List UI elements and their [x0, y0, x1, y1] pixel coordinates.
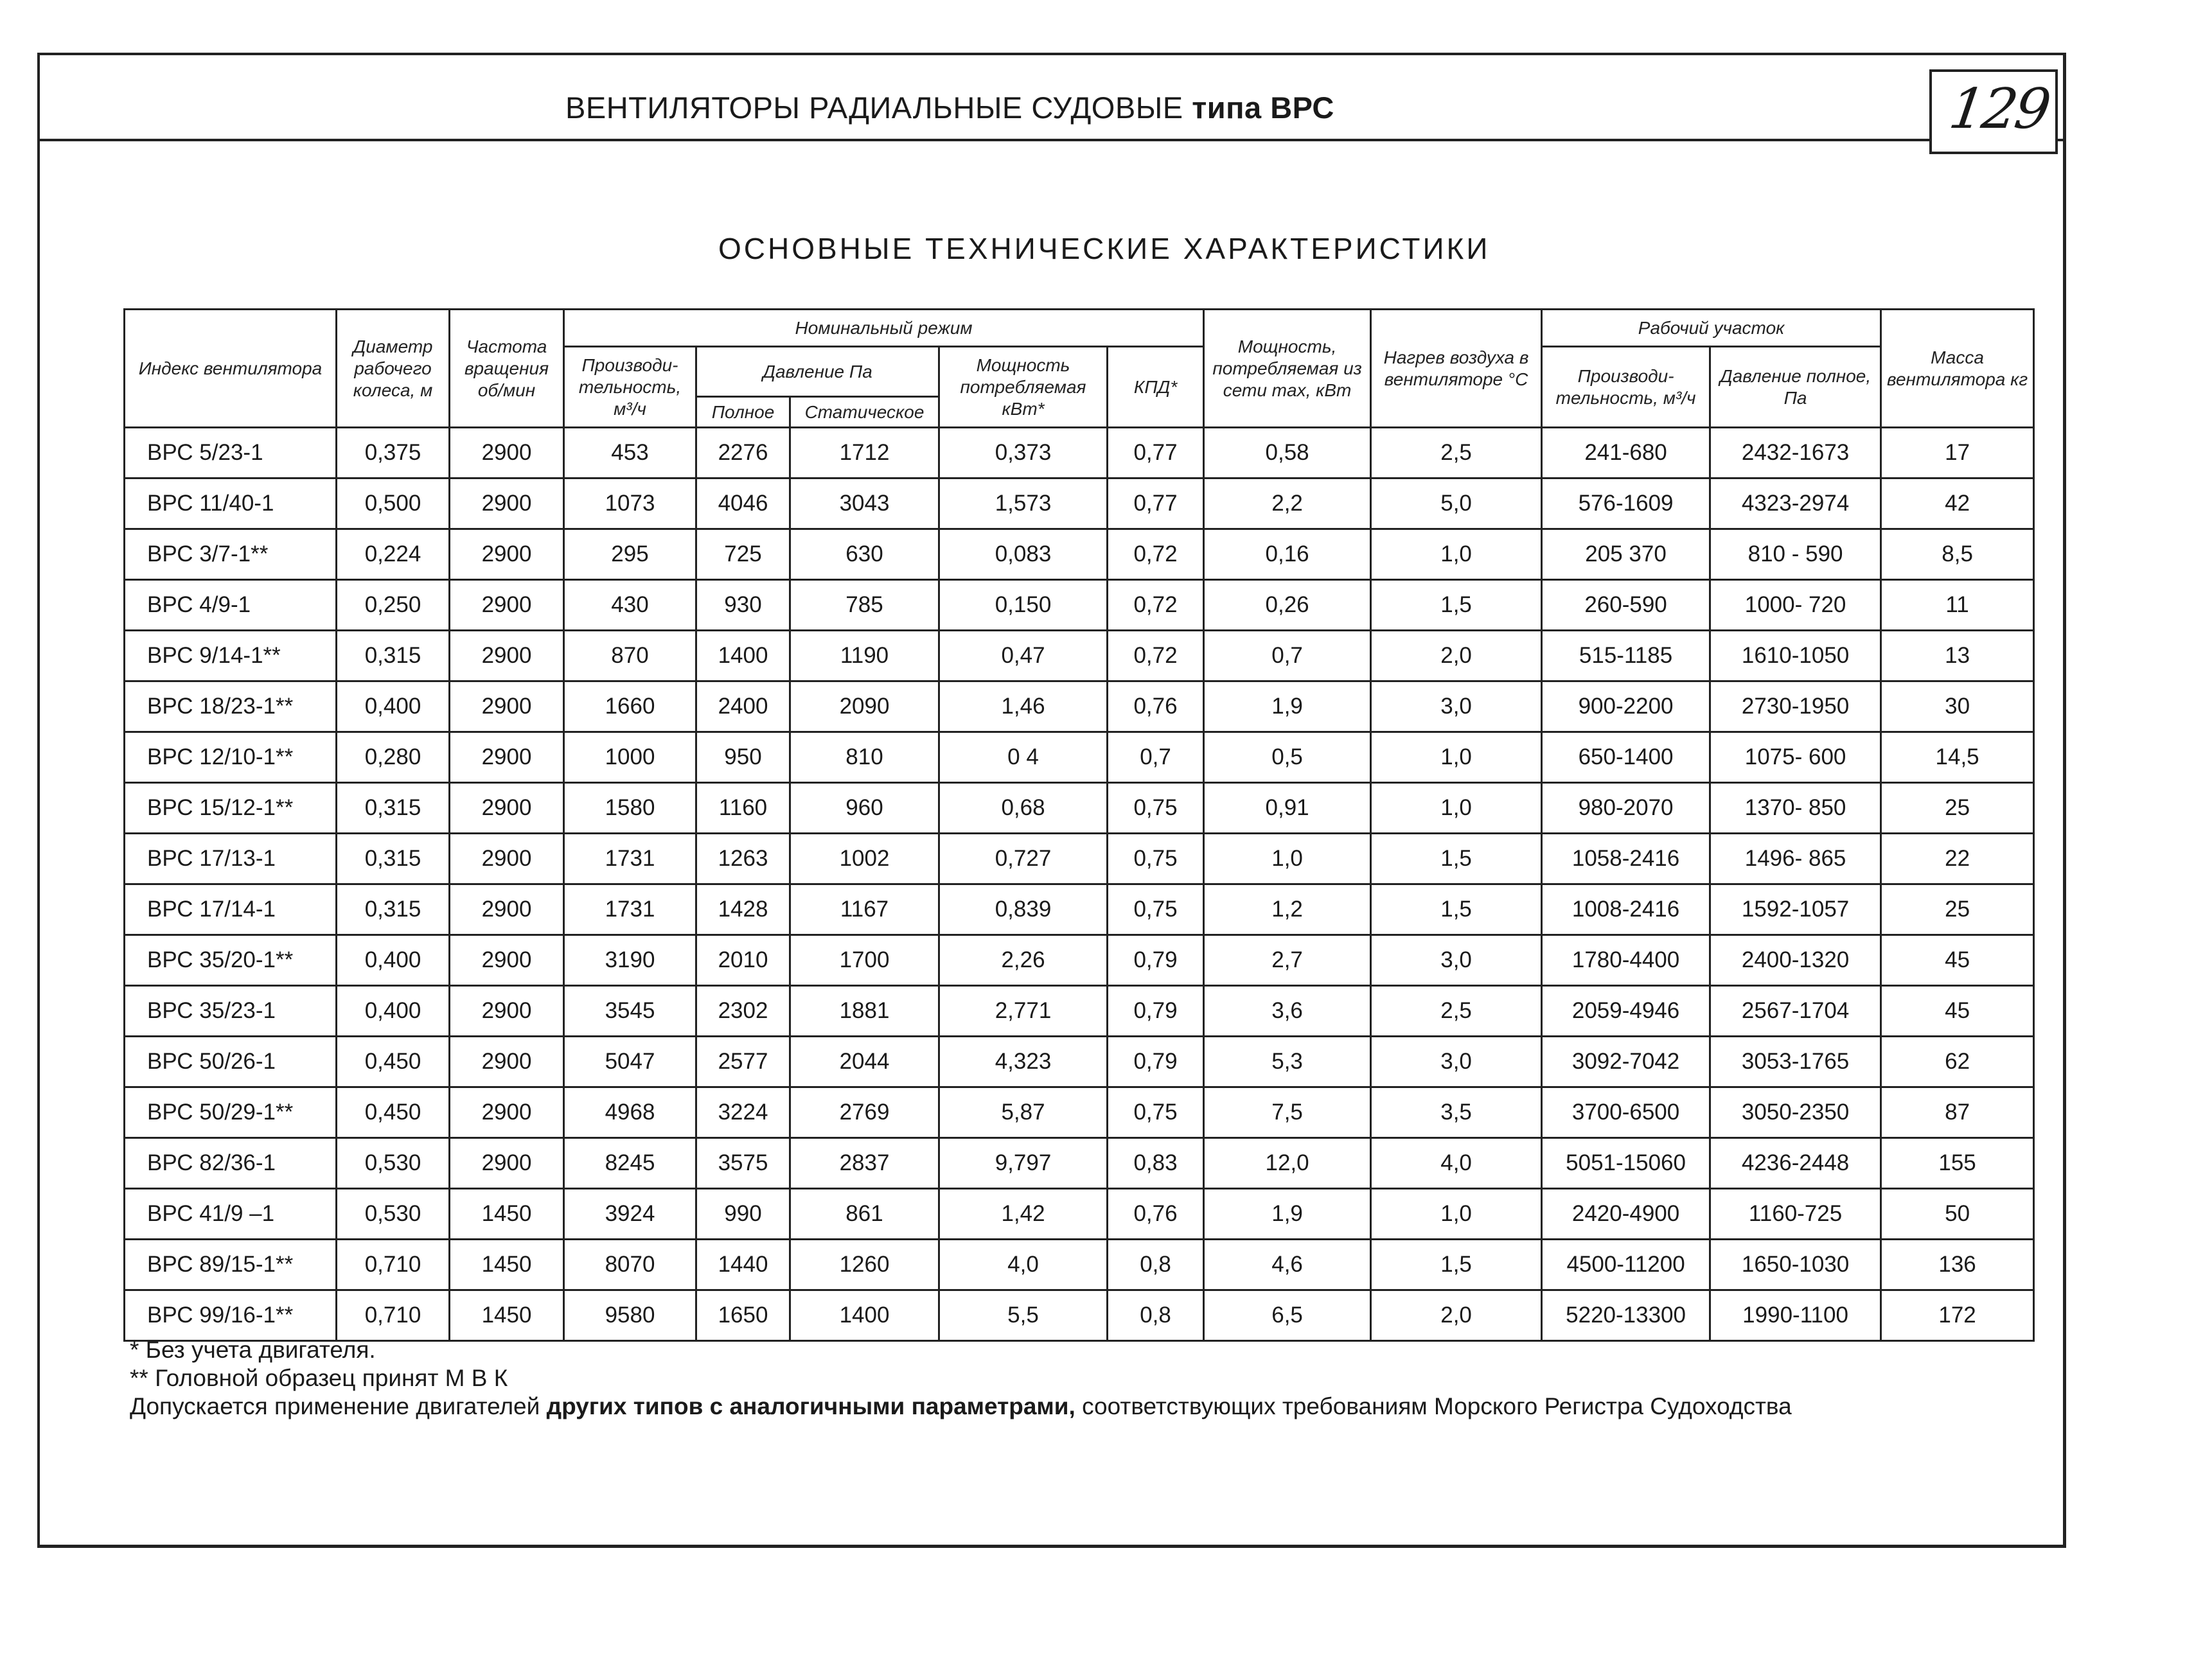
header-efficiency: КПД*	[1108, 347, 1204, 428]
table-cell: 2900	[450, 428, 564, 478]
table-cell: 2900	[450, 1138, 564, 1189]
table-cell: 1496- 865	[1710, 834, 1881, 884]
fan-index-cell: ВРС 35/23-1	[125, 986, 337, 1037]
table-cell: 3924	[564, 1189, 696, 1240]
table-cell: 1,573	[939, 478, 1108, 529]
table-row	[125, 935, 2034, 986]
table-cell: 2900	[450, 478, 564, 529]
fan-index-cell: ВРС 35/20-1**	[125, 935, 337, 986]
table-cell: 3,5	[1371, 1087, 1542, 1138]
header-title-type: типа ВРС	[1192, 91, 1334, 125]
table-row	[125, 529, 2034, 580]
table-row	[125, 1037, 2034, 1087]
table-cell: 5047	[564, 1037, 696, 1087]
table-cell: 960	[790, 783, 939, 834]
table-cell: 1,5	[1371, 884, 1542, 935]
fan-index-cell: ВРС 5/23-1	[125, 428, 337, 478]
table-cell: 1990-1100	[1710, 1290, 1881, 1341]
table-cell: 25	[1881, 783, 2034, 834]
table-cell: 2,5	[1371, 986, 1542, 1037]
table-cell: 2010	[696, 935, 790, 986]
table-cell: 1,9	[1204, 1189, 1371, 1240]
table-cell: 1,5	[1371, 1240, 1542, 1290]
fan-index-cell: ВРС 11/40-1	[125, 478, 337, 529]
fan-index-cell: ВРС 89/15-1**	[125, 1240, 337, 1290]
table-cell: 1,0	[1371, 529, 1542, 580]
table-cell: 0,26	[1204, 580, 1371, 631]
table-cell: 1,0	[1204, 834, 1371, 884]
footnote-3-end: соответствующих требованиям Морского Регистра Судоходства	[1082, 1393, 1792, 1419]
table-cell: 1881	[790, 986, 939, 1037]
header-pressure-static: Статическое	[790, 397, 939, 428]
table-cell: 11	[1881, 580, 2034, 631]
table-cell: 2059-4946	[1542, 986, 1710, 1037]
table-cell: 0,400	[337, 935, 450, 986]
table-cell: 0,500	[337, 478, 450, 529]
table-cell: 1700	[790, 935, 939, 986]
table-cell: 0,72	[1108, 529, 1204, 580]
table-cell: 1428	[696, 884, 790, 935]
table-cell: 1592-1057	[1710, 884, 1881, 935]
table-cell: 2900	[450, 884, 564, 935]
table-cell: 4046	[696, 478, 790, 529]
table-cell: 861	[790, 1189, 939, 1240]
table-cell: 155	[1881, 1138, 2034, 1189]
table-cell: 172	[1881, 1290, 2034, 1341]
table-cell: 1370- 850	[1710, 783, 1881, 834]
table-cell: 0,400	[337, 681, 450, 732]
header-power-net: Мощность, потребляемая из сети max, кВт	[1204, 310, 1371, 428]
table-cell: 7,5	[1204, 1087, 1371, 1138]
table-cell: 1073	[564, 478, 696, 529]
table-cell: 9580	[564, 1290, 696, 1341]
table-cell: 62	[1881, 1037, 2034, 1087]
table-cell: 0,315	[337, 834, 450, 884]
table-row	[125, 580, 2034, 631]
table-row	[125, 478, 2034, 529]
table-cell: 0,79	[1108, 986, 1204, 1037]
table-cell: 0,839	[939, 884, 1108, 935]
table-cell: 6,5	[1204, 1290, 1371, 1341]
table-row	[125, 986, 2034, 1037]
table-row	[125, 884, 2034, 935]
table-cell: 1008-2416	[1542, 884, 1710, 935]
table-cell: 0,250	[337, 580, 450, 631]
table-cell: 136	[1881, 1240, 2034, 1290]
table-body	[125, 428, 2034, 1341]
table-cell: 5051-15060	[1542, 1138, 1710, 1189]
table-cell: 1075- 600	[1710, 732, 1881, 783]
table-cell: 2,0	[1371, 631, 1542, 681]
header-title-main: ВЕНТИЛЯТОРЫ РАДИАЛЬНЫЕ СУДОВЫЕ	[565, 91, 1183, 125]
table-cell: 0,315	[337, 631, 450, 681]
table-cell: 2,771	[939, 986, 1108, 1037]
table-row	[125, 834, 2034, 884]
table-cell: 2900	[450, 529, 564, 580]
table-cell: 0,224	[337, 529, 450, 580]
table-cell: 515-1185	[1542, 631, 1710, 681]
table-cell: 980-2070	[1542, 783, 1710, 834]
table-cell: 3575	[696, 1138, 790, 1189]
table-cell: 2,7	[1204, 935, 1371, 986]
fan-index-cell: ВРС 50/29-1**	[125, 1087, 337, 1138]
table-cell: 50	[1881, 1189, 2034, 1240]
table-cell: 1,2	[1204, 884, 1371, 935]
table-cell: 3092-7042	[1542, 1037, 1710, 1087]
table-cell: 1260	[790, 1240, 939, 1290]
table-cell: 2900	[450, 834, 564, 884]
table-cell: 45	[1881, 935, 2034, 986]
header-index: Индекс вентилятора	[125, 310, 337, 428]
table-cell: 3,0	[1371, 935, 1542, 986]
table-row	[125, 681, 2034, 732]
table-cell: 5,87	[939, 1087, 1108, 1138]
section-title: ОСНОВНЫЕ ТЕХНИЧЕСКИЕ ХАРАКТЕРИСТИКИ	[718, 232, 1491, 265]
table-cell: 2,0	[1371, 1290, 1542, 1341]
table-cell: 4,323	[939, 1037, 1108, 1087]
table-cell: 1,0	[1371, 732, 1542, 783]
table-cell: 0,083	[939, 529, 1108, 580]
table-cell: 0 4	[939, 732, 1108, 783]
table-cell: 5,0	[1371, 478, 1542, 529]
table-cell: 2900	[450, 732, 564, 783]
table-cell: 0,75	[1108, 783, 1204, 834]
header-work-capacity: Производи-тельность, м³/ч	[1542, 347, 1710, 428]
table-cell: 870	[564, 631, 696, 681]
table-cell: 0,16	[1204, 529, 1371, 580]
table-cell: 1450	[450, 1240, 564, 1290]
table-cell: 4500-11200	[1542, 1240, 1710, 1290]
header-air-heating: Нагрев воздуха в вентиляторе °С	[1371, 310, 1542, 428]
table-cell: 5220-13300	[1542, 1290, 1710, 1341]
table-cell: 453	[564, 428, 696, 478]
table-cell: 42	[1881, 478, 2034, 529]
table-cell: 13	[1881, 631, 2034, 681]
table-cell: 0,375	[337, 428, 450, 478]
table-cell: 0,79	[1108, 1037, 1204, 1087]
table-row	[125, 428, 2034, 478]
table-cell: 2044	[790, 1037, 939, 1087]
table-cell: 810 - 590	[1710, 529, 1881, 580]
table-cell: 2900	[450, 580, 564, 631]
table-cell: 3,6	[1204, 986, 1371, 1037]
header-capacity: Производи-тельность, м³/ч	[564, 347, 696, 428]
footnote-2: ** Головной образец принят М В К	[130, 1365, 508, 1391]
table-cell: 810	[790, 732, 939, 783]
table-cell: 1,5	[1371, 834, 1542, 884]
table-cell: 0,68	[939, 783, 1108, 834]
table-cell: 1,5	[1371, 580, 1542, 631]
table-cell: 2400	[696, 681, 790, 732]
table-cell: 14,5	[1881, 732, 2034, 783]
fan-index-cell: ВРС 17/13-1	[125, 834, 337, 884]
table-cell: 4323-2974	[1710, 478, 1881, 529]
table-cell: 2302	[696, 986, 790, 1037]
table-cell: 930	[696, 580, 790, 631]
table-cell: 0,7	[1108, 732, 1204, 783]
table-cell: 0,280	[337, 732, 450, 783]
table-cell: 0,72	[1108, 631, 1204, 681]
table-cell: 0,727	[939, 834, 1108, 884]
table-cell: 0,150	[939, 580, 1108, 631]
table-cell: 0,400	[337, 986, 450, 1037]
table-cell: 2730-1950	[1710, 681, 1881, 732]
table-cell: 205 370	[1542, 529, 1710, 580]
fan-index-cell: ВРС 4/9-1	[125, 580, 337, 631]
table-row	[125, 1290, 2034, 1341]
fan-index-cell: ВРС 9/14-1**	[125, 631, 337, 681]
table-row	[125, 1240, 2034, 1290]
table-cell: 1160	[696, 783, 790, 834]
table-cell: 17	[1881, 428, 2034, 478]
table-cell: 1,9	[1204, 681, 1371, 732]
header-nominal-mode: Номинальный режим	[564, 310, 1204, 347]
table-cell: 1450	[450, 1290, 564, 1341]
table-cell: 3545	[564, 986, 696, 1037]
table-cell: 0,58	[1204, 428, 1371, 478]
table-cell: 0,75	[1108, 1087, 1204, 1138]
table-cell: 3053-1765	[1710, 1037, 1881, 1087]
table-cell: 8245	[564, 1138, 696, 1189]
page-header-title	[565, 90, 1334, 125]
footnote-1: * Без учета двигателя.	[130, 1337, 376, 1363]
table-cell: 2769	[790, 1087, 939, 1138]
table-row	[125, 631, 2034, 681]
table-cell: 0,83	[1108, 1138, 1204, 1189]
table-cell: 1660	[564, 681, 696, 732]
table-cell: 1712	[790, 428, 939, 478]
page-number: 129	[1945, 77, 2053, 141]
table-cell: 2837	[790, 1138, 939, 1189]
table-cell: 0,75	[1108, 884, 1204, 935]
table-row	[125, 732, 2034, 783]
table-cell: 2400-1320	[1710, 935, 1881, 986]
table-cell: 9,797	[939, 1138, 1108, 1189]
table-cell: 0,530	[337, 1189, 450, 1240]
table-cell: 725	[696, 529, 790, 580]
footnote-3-bold: других типов с аналогичными параметрами,	[546, 1393, 1075, 1419]
table-cell: 2900	[450, 1087, 564, 1138]
table-row	[125, 1138, 2034, 1189]
header-mass: Масса вентилятора кг	[1881, 310, 2034, 428]
table-cell: 0,79	[1108, 935, 1204, 986]
table-cell: 1731	[564, 884, 696, 935]
table-cell: 1731	[564, 834, 696, 884]
table-cell: 1,42	[939, 1189, 1108, 1240]
table-cell: 2900	[450, 1037, 564, 1087]
table-cell: 0,5	[1204, 732, 1371, 783]
table-cell: 2900	[450, 986, 564, 1037]
table-cell: 3700-6500	[1542, 1087, 1710, 1138]
table-cell: 2090	[790, 681, 939, 732]
table-cell: 430	[564, 580, 696, 631]
fan-index-cell: ВРС 3/7-1**	[125, 529, 337, 580]
fan-index-cell: ВРС 50/26-1	[125, 1037, 337, 1087]
table-cell: 4236-2448	[1710, 1138, 1881, 1189]
table-cell: 0,77	[1108, 428, 1204, 478]
table-cell: 2567-1704	[1710, 986, 1881, 1037]
table-cell: 3224	[696, 1087, 790, 1138]
table-row	[125, 783, 2034, 834]
table-cell: 1440	[696, 1240, 790, 1290]
table-cell: 0,75	[1108, 834, 1204, 884]
table-cell: 1263	[696, 834, 790, 884]
table-cell: 1,46	[939, 681, 1108, 732]
table-cell: 950	[696, 732, 790, 783]
table-cell: 2,26	[939, 935, 1108, 986]
table-cell: 576-1609	[1542, 478, 1710, 529]
table-cell: 1167	[790, 884, 939, 935]
table-cell: 0,315	[337, 884, 450, 935]
header-working-range: Рабочий участок	[1542, 310, 1881, 347]
footnote-3-start: Допускается применение двигателей	[130, 1393, 540, 1419]
table-cell: 1,0	[1371, 1189, 1542, 1240]
table-cell: 8,5	[1881, 529, 2034, 580]
table-cell: 3,0	[1371, 1037, 1542, 1087]
table-cell: 0,77	[1108, 478, 1204, 529]
fan-index-cell: ВРС 41/9 –1	[125, 1189, 337, 1240]
table-cell: 1580	[564, 783, 696, 834]
table-cell: 2,2	[1204, 478, 1371, 529]
table-cell: 0,315	[337, 783, 450, 834]
table-cell: 1,0	[1371, 783, 1542, 834]
table-cell: 1058-2416	[1542, 834, 1710, 884]
table-cell: 0,76	[1108, 1189, 1204, 1240]
table-cell: 87	[1881, 1087, 2034, 1138]
table-cell: 0,450	[337, 1037, 450, 1087]
table-cell: 12,0	[1204, 1138, 1371, 1189]
table-cell: 0,47	[939, 631, 1108, 681]
table-cell: 22	[1881, 834, 2034, 884]
table-cell: 4968	[564, 1087, 696, 1138]
table-row	[125, 1087, 2034, 1138]
table-cell: 0,8	[1108, 1290, 1204, 1341]
table-cell: 1190	[790, 631, 939, 681]
table-cell: 2900	[450, 681, 564, 732]
table-cell: 0,450	[337, 1087, 450, 1138]
table-cell: 2900	[450, 935, 564, 986]
fan-index-cell: ВРС 82/36-1	[125, 1138, 337, 1189]
table-cell: 3,0	[1371, 681, 1542, 732]
table-cell: 3043	[790, 478, 939, 529]
header-rpm: Частота вращения об/мин	[450, 310, 564, 428]
table-cell: 1780-4400	[1542, 935, 1710, 986]
table-cell: 0,710	[337, 1290, 450, 1341]
table-cell: 0,7	[1204, 631, 1371, 681]
table-cell: 0,76	[1108, 681, 1204, 732]
table-cell: 1450	[450, 1189, 564, 1240]
table-cell: 0,373	[939, 428, 1108, 478]
table-cell: 1610-1050	[1710, 631, 1881, 681]
table-cell: 1400	[696, 631, 790, 681]
footnotes	[130, 1336, 1792, 1421]
table-cell: 1160-725	[1710, 1189, 1881, 1240]
table-cell: 0,72	[1108, 580, 1204, 631]
table-cell: 45	[1881, 986, 2034, 1037]
table-cell: 1000	[564, 732, 696, 783]
table-cell: 0,91	[1204, 783, 1371, 834]
table-cell: 4,0	[1371, 1138, 1542, 1189]
specifications-table	[123, 308, 2035, 1342]
header-pressure-full: Полное	[696, 397, 790, 428]
table-cell: 3190	[564, 935, 696, 986]
table-cell: 260-590	[1542, 580, 1710, 631]
table-cell: 785	[790, 580, 939, 631]
fan-index-cell: ВРС 18/23-1**	[125, 681, 337, 732]
table-cell: 241-680	[1542, 428, 1710, 478]
header-work-pressure: Давление полное, Па	[1710, 347, 1881, 428]
fan-index-cell: ВРС 12/10-1**	[125, 732, 337, 783]
fan-index-cell: ВРС 15/12-1**	[125, 783, 337, 834]
table-cell: 900-2200	[1542, 681, 1710, 732]
table-cell: 0,530	[337, 1138, 450, 1189]
table-cell: 2,5	[1371, 428, 1542, 478]
table-cell: 5,5	[939, 1290, 1108, 1341]
table-row	[125, 1189, 2034, 1240]
table-cell: 295	[564, 529, 696, 580]
table-cell: 8070	[564, 1240, 696, 1290]
table-cell: 1002	[790, 834, 939, 884]
fan-index-cell: ВРС 99/16-1**	[125, 1290, 337, 1341]
fan-index-cell: ВРС 17/14-1	[125, 884, 337, 935]
table-cell: 650-1400	[1542, 732, 1710, 783]
table-cell: 1650	[696, 1290, 790, 1341]
table-cell: 2420-4900	[1542, 1189, 1710, 1240]
table-cell: 2432-1673	[1710, 428, 1881, 478]
header-power-consumed: Мощность потребляемая кВт*	[939, 347, 1108, 428]
table-cell: 630	[790, 529, 939, 580]
table-cell: 1650-1030	[1710, 1240, 1881, 1290]
footnote-3	[130, 1392, 1792, 1421]
table-cell: 4,0	[939, 1240, 1108, 1290]
table-cell: 1000- 720	[1710, 580, 1881, 631]
table-cell: 25	[1881, 884, 2034, 935]
table-cell: 0,710	[337, 1240, 450, 1290]
table-cell: 4,6	[1204, 1240, 1371, 1290]
table-cell: 0,8	[1108, 1240, 1204, 1290]
table-cell: 5,3	[1204, 1037, 1371, 1087]
header-diameter: Диаметр рабочего колеса, м	[337, 310, 450, 428]
table-cell: 30	[1881, 681, 2034, 732]
table-cell: 990	[696, 1189, 790, 1240]
table-cell: 2276	[696, 428, 790, 478]
table-cell: 1400	[790, 1290, 939, 1341]
header-pressure: Давление Па	[696, 347, 939, 397]
table-cell: 2900	[450, 631, 564, 681]
table-cell: 2900	[450, 783, 564, 834]
table-cell: 3050-2350	[1710, 1087, 1881, 1138]
table-cell: 2577	[696, 1037, 790, 1087]
